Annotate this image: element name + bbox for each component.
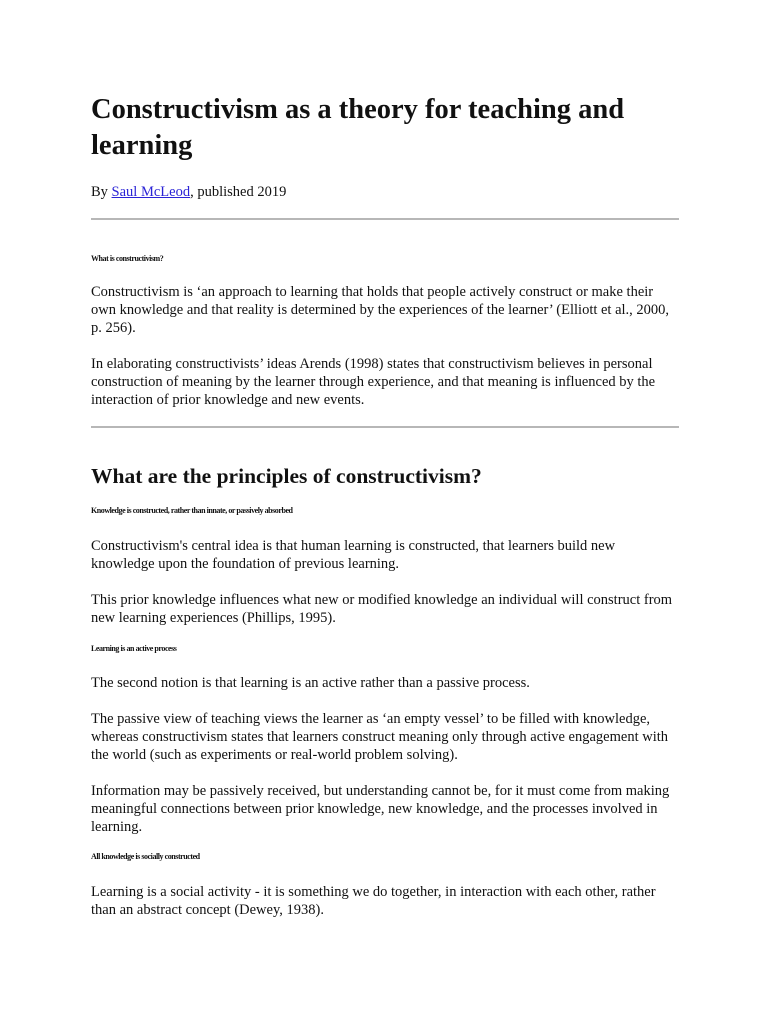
divider-top: [91, 218, 679, 220]
section-paragraph: Learning is a social activity - it is something we do together, in interaction with each other, rather than an abstract concept (Dewey, 1938).: [91, 884, 656, 918]
byline: [91, 182, 286, 202]
byline-prefix: By: [91, 184, 112, 200]
author-link[interactable]: Saul McLeod: [111, 184, 191, 200]
section-paragraph: The passive view of teaching views the learner as ‘an empty vessel’ to be filled with knowledge, whereas constructivism states that learners construct meaning only through active engagement with the world (such as experiments or real-world problem solving).: [91, 711, 669, 763]
section-heading-knowledge-constructed: Knowledge is constructed, rather than innate, or passively absorbed: [91, 506, 293, 515]
section-paragraph: Constructivism's central idea is that human learning is constructed, that learners build new knowledge upon the foundation of previous learning.: [91, 538, 616, 572]
intro-paragraph: In elaborating constructivists’ ideas Arends (1998) states that constructivism believes in personal construction of meaning by the learner through experience, and that meaning is influenced by the interaction of prior knowledge and new events.: [91, 356, 656, 408]
section-heading-socially-constructed: All knowledge is socially constructed: [91, 852, 200, 861]
intro-paragraph: Constructivism is ‘an approach to learning that holds that people actively construct or make their own knowledge and that reality is determined by the experiences of the learner’ (Elliott et al., 2000, p. 256).: [91, 284, 670, 336]
principles-heading: What are the principles of constructivism?: [91, 464, 482, 488]
article-title: Constructivism as a theory for teaching and learning: [91, 94, 625, 161]
section-paragraph: The second notion is that learning is an active rather than a passive process.: [91, 675, 530, 691]
section-paragraph: Information may be passively received, but understanding cannot be, for it must come from making meaningful connections between prior knowledge, new knowledge, and the processes involved in learning.: [91, 783, 670, 835]
divider-middle: [91, 426, 679, 428]
section-paragraph: This prior knowledge influences what new or modified knowledge an individual will construct from new learning experiences (Phillips, 1995).: [91, 592, 673, 626]
section-heading-active-process: Learning is an active process: [91, 644, 177, 653]
byline-suffix: , published 2019: [190, 184, 287, 200]
intro-heading: What is constructivism?: [91, 254, 164, 263]
